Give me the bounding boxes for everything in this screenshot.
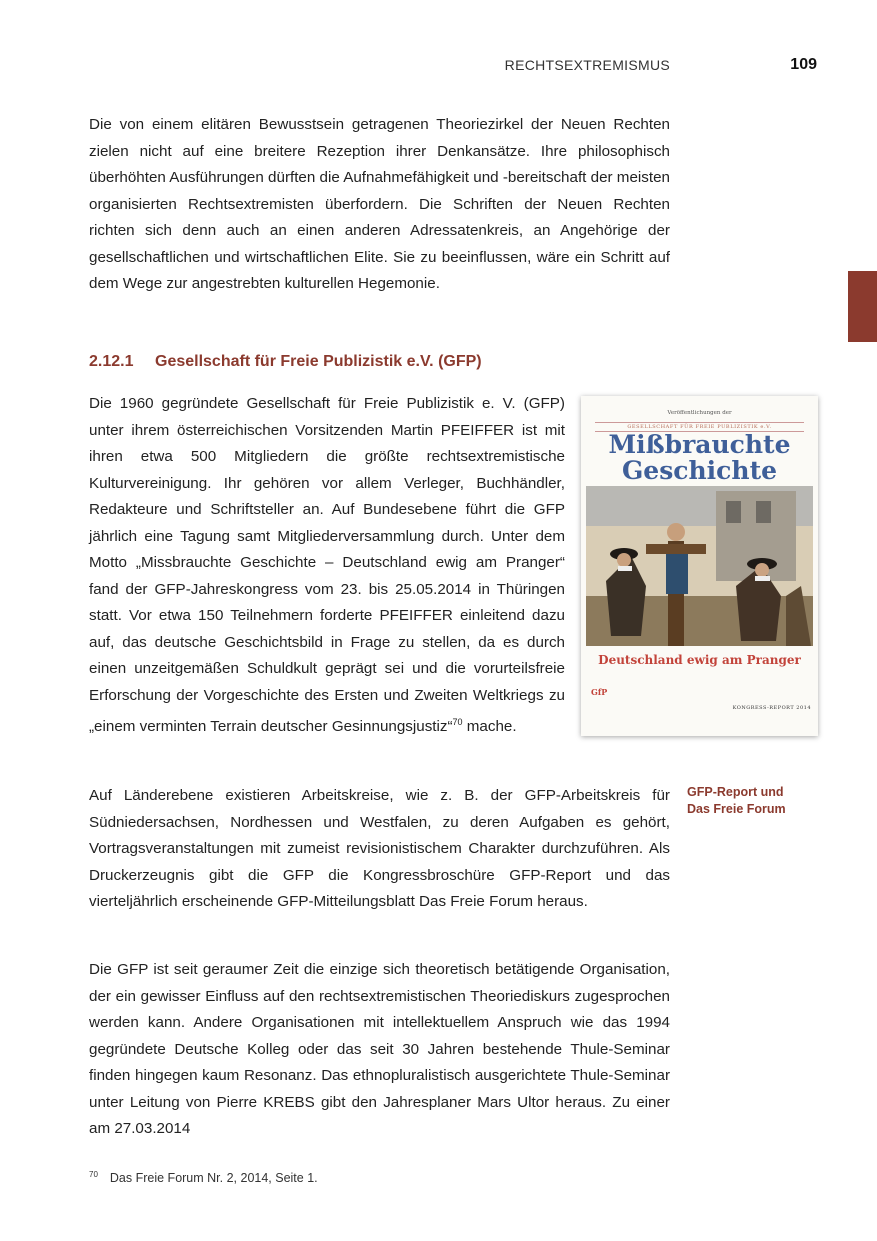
- cover-publisher-line: Veröffentlichungen der: [667, 410, 732, 416]
- paragraph-theory: Die GFP ist seit geraumer Zeit die einzige sich theoretisch betätigende Organisation, der ein gewisser Einfluss auf den rechtsextremistischen Theoriediskurs zugesprochen werden kann. Andere Organisationen mit intellektuellem Anspruch wie das 1994 gegründete Deutsche Kolleg oder das seit 30 Jahren bestehende Thule-Seminar finden hingegen kaum Resonanz. Das ethnopluralistisch ausgerichtete Thule-Seminar unter Leitung von Pierre KREBS gibt den Jahresplaner Mars Ultor heraus. Zu einer am 27.03.2014: [89, 961, 670, 1137]
- cover-organisation: GESELLSCHAFT FÜR FREIE PUBLIZISTIK e.V.: [595, 422, 804, 432]
- footnote-text: Das Freie Forum Nr. 2, 2014, Seite 1.: [109, 1171, 318, 1186]
- paragraph-laender: Auf Länderebene existieren Arbeitskreise, wie z. B. der GFP-Arbeitskreis für Südniedersachsen, Nordhessen und Westfalen, zu deren Aufgaben es gehört, Vortragsveranstaltungen mit zumeist revisionistischem Charakter durchzuführen. Als Druckerzeugnis gibt die GFP die Kongressbroschüre GFP-Report und das vierteljährlich erscheinende GFP-Mitteilungsblatt Das Freie Forum heraus.: [89, 787, 670, 910]
- section-heading: [89, 353, 689, 371]
- cover-subtitle: Deutschland ewig am Pranger: [598, 653, 801, 667]
- cover-title-line1: Mißbrauchte: [608, 430, 791, 459]
- cover-footer: KONGRESS-REPORT 2014: [732, 705, 811, 711]
- paragraph-gfp-text: Die 1960 gegründete Gesellschaft für Freie Publizistik e. V. (GFP) unter ihrem österreichischen Vorsitzenden Martin PFEIFFER ist mit ihren etwa 500 Mitgliedern die größte rechtsextremistische Kulturvereinigung. Ihr gehören vor allem Verleger, Buchhändler, Redakteure und Schriftsteller an. Auf Bundesebene führt die GFP jährlich eine Tagung samt Mitgliederversammlung durch. Unter dem Motto „Missbrauchte Geschichte – Deutschland ewig am Pranger“ fand der GFP-Jahreskongress vom 23. bis 25.05.2014 in Thüringen statt. Vor etwa 150 Teilnehmern forderte PFEIFFER einleitend dazu auf, das deutsche Geschichtsbild in Frage zu stellen, da es durch einen unzeitgemäßen Schuldkult geprägt sei und die vorurteilsfreie Erforschung der Vorgeschichte des Ersten und Zweiten Weltkriegs zu „einem verminten Terrain deutscher Gesinnungsjustiz“: [89, 395, 565, 736]
- footnote-reference[interactable]: 70: [452, 717, 463, 727]
- cover-logo: GfP: [591, 687, 608, 697]
- cover-title: [581, 432, 818, 484]
- footnote-number: 70: [89, 1170, 98, 1179]
- margin-note-line2: Das Freie Forum: [687, 802, 786, 816]
- chapter-tab-marker: [848, 271, 877, 342]
- paragraph-intro: Die von einem elitären Bewusstsein getragenen Theoriezirkel der Neuen Rechten zielen nicht auf eine breitere Rezeption ihrer Denkansätze. Ihre philosophisch überhöhten Ausführungen dürften die Aufnahmefähigkeit und -bereitschaft der meisten organisierten Rechtsextremisten überfordern. Die Schriften der Neuen Rechten richten sich denn auch an einen anderen Adressatenkreis, an Angehörige der gesellschaftlichen und wirtschaftlichen Elite. Sie zu beeinflussen, wäre ein Schritt auf dem Wege zur angestrebten kulturellen Hegemonie.: [89, 116, 670, 292]
- margin-note: [687, 784, 827, 818]
- section-title: Gesellschaft für Freie Publizistik e.V. (GFP): [155, 353, 482, 370]
- paragraph-gfp-end: mache.: [462, 718, 517, 736]
- book-cover-image: [581, 396, 818, 736]
- cover-pillory-illustration: [586, 486, 813, 646]
- margin-note-line1: GFP-Report und: [687, 785, 784, 799]
- running-header-section: RECHTSEXTREMISMUS: [504, 57, 670, 73]
- section-number: 2.12.1: [89, 353, 134, 370]
- cover-title-line2: Geschichte: [621, 456, 778, 485]
- footnote: [89, 1170, 649, 1185]
- page-number: 109: [790, 56, 817, 73]
- paragraph-gfp: [89, 391, 565, 741]
